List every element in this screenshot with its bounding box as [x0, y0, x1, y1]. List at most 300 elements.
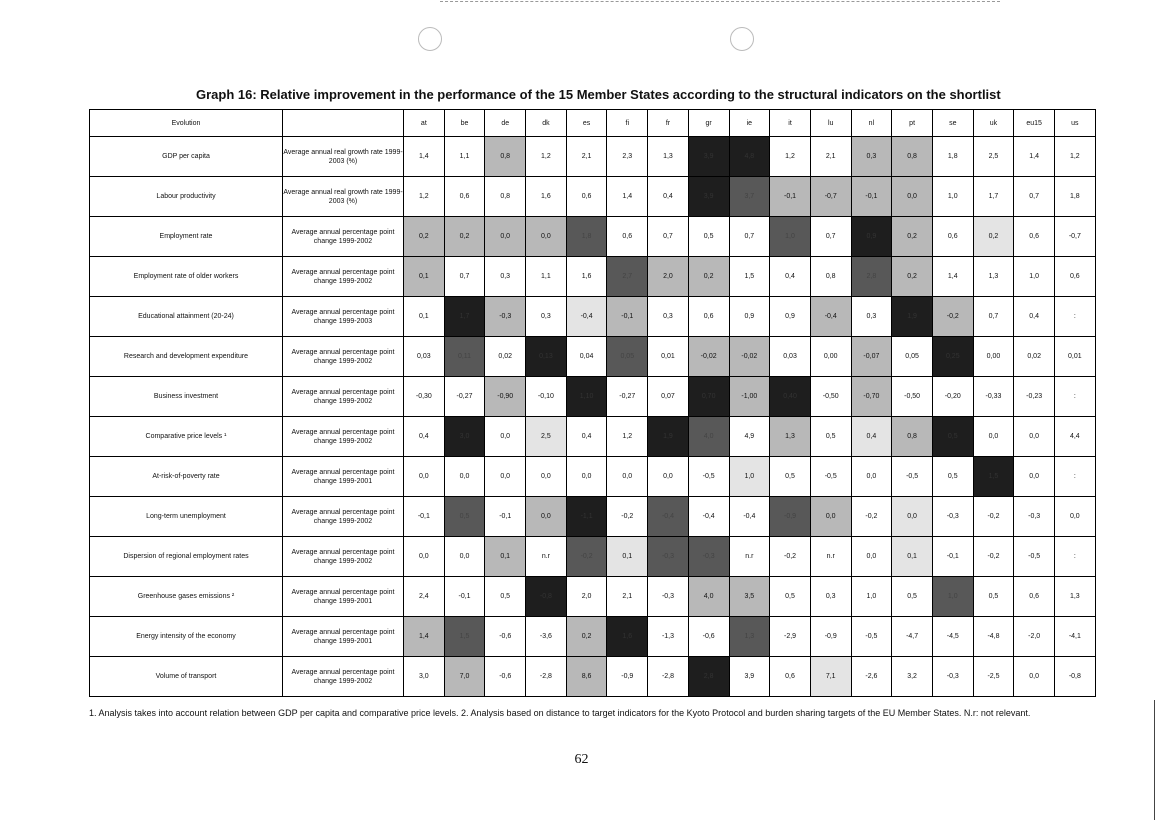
value-cell: -4,7	[892, 617, 933, 657]
value-cell: 2,8	[688, 657, 729, 697]
value-cell: 0,2	[404, 217, 445, 257]
value-cell: 0,8	[892, 137, 933, 177]
value-cell: -0,27	[607, 377, 648, 417]
value-cell: 0,7	[729, 217, 770, 257]
value-cell: 3,2	[892, 657, 933, 697]
value-cell: 0,0	[1014, 457, 1055, 497]
value-cell: -0,3	[688, 537, 729, 577]
value-cell: :	[1055, 537, 1096, 577]
value-cell: 1,9	[648, 417, 689, 457]
value-cell: 1,6	[566, 257, 607, 297]
header-country: ie	[729, 110, 770, 137]
value-cell: 0,0	[1014, 417, 1055, 457]
value-cell: 0,6	[607, 217, 648, 257]
measure-description: Average annual percentage point change 1999-2003	[283, 297, 404, 337]
value-cell: 0,05	[892, 337, 933, 377]
value-cell: 1,4	[404, 137, 445, 177]
value-cell: 1,0	[729, 457, 770, 497]
value-cell: 0,00	[810, 337, 851, 377]
value-cell: 0,40	[770, 377, 811, 417]
value-cell: 0,0	[892, 497, 933, 537]
value-cell: 0,3	[485, 257, 526, 297]
value-cell: 3,9	[688, 137, 729, 177]
value-cell: 1,8	[932, 137, 973, 177]
punch-hole-left	[418, 27, 442, 51]
value-cell: 3,0	[404, 657, 445, 697]
value-cell: -0,1	[485, 497, 526, 537]
value-cell: -4,1	[1055, 617, 1096, 657]
value-cell: 2,3	[607, 137, 648, 177]
value-cell: 0,1	[607, 537, 648, 577]
value-cell: 0,3	[851, 297, 892, 337]
table-row	[90, 337, 1096, 377]
value-cell: 0,5	[932, 417, 973, 457]
value-cell: 0,5	[770, 577, 811, 617]
header-measure	[283, 110, 404, 137]
value-cell: 4,4	[1055, 417, 1096, 457]
value-cell: -4,5	[932, 617, 973, 657]
value-cell: 0,5	[444, 497, 485, 537]
value-cell: 0,02	[1014, 337, 1055, 377]
value-cell: 1,3	[729, 617, 770, 657]
measure-description: Average annual percentage point change 1999-2002	[283, 377, 404, 417]
value-cell: 0,0	[526, 457, 567, 497]
value-cell: -0,27	[444, 377, 485, 417]
value-cell: n.r	[729, 537, 770, 577]
value-cell: -0,1	[770, 177, 811, 217]
value-cell: 1,4	[1014, 137, 1055, 177]
page-number: 62	[574, 752, 589, 767]
table-header-row	[90, 110, 1096, 137]
table-row	[90, 657, 1096, 697]
value-cell: -0,1	[404, 497, 445, 537]
header-country: fr	[648, 110, 689, 137]
value-cell: :	[1055, 297, 1096, 337]
table-row	[90, 537, 1096, 577]
indicator-name: GDP per capita	[90, 137, 283, 177]
measure-description: Average annual percentage point change 1999-2002	[283, 497, 404, 537]
header-country: us	[1055, 110, 1096, 137]
value-cell: 0,0	[851, 537, 892, 577]
measure-description: Average annual percentage point change 1999-2001	[283, 617, 404, 657]
value-cell: 4,0	[688, 417, 729, 457]
value-cell: :	[1055, 377, 1096, 417]
value-cell: 0,0	[485, 457, 526, 497]
value-cell: 1,8	[1055, 177, 1096, 217]
value-cell: 0,0	[444, 537, 485, 577]
value-cell: 1,5	[729, 257, 770, 297]
value-cell: -0,4	[688, 497, 729, 537]
indicator-name: At-risk-of-poverty rate	[90, 457, 283, 497]
value-cell: -0,02	[729, 337, 770, 377]
value-cell: 1,0	[851, 577, 892, 617]
value-cell: 1,3	[1055, 577, 1096, 617]
value-cell: -0,2	[932, 297, 973, 337]
table-row	[90, 577, 1096, 617]
value-cell: 0,9	[851, 217, 892, 257]
value-cell: 1,1	[444, 137, 485, 177]
value-cell: 3,9	[688, 177, 729, 217]
value-cell: 0,02	[485, 337, 526, 377]
value-cell: -1,00	[729, 377, 770, 417]
footnote: 1. Analysis takes into account relation between GDP per capita and comparative price levels. 2. Analysis based on distance to target indicators for the Kyoto Protocol and burden sharing targets of the EU Member States. N.r: not relevant.	[89, 708, 1031, 718]
value-cell: 0,7	[810, 217, 851, 257]
table-row	[90, 377, 1096, 417]
value-cell: 0,6	[932, 217, 973, 257]
value-cell: -2,8	[526, 657, 567, 697]
value-cell: 0,2	[892, 257, 933, 297]
header-country: nl	[851, 110, 892, 137]
value-cell: -0,3	[932, 497, 973, 537]
value-cell: 0,70	[688, 377, 729, 417]
value-cell: 4,8	[729, 137, 770, 177]
value-cell: 0,4	[1014, 297, 1055, 337]
value-cell: 0,07	[648, 377, 689, 417]
value-cell: 2,0	[566, 577, 607, 617]
value-cell: 1,7	[444, 297, 485, 337]
value-cell: 0,0	[810, 497, 851, 537]
value-cell: 7,1	[810, 657, 851, 697]
value-cell: 3,7	[729, 177, 770, 217]
table-body	[90, 137, 1096, 697]
value-cell: 0,6	[566, 177, 607, 217]
indicator-name: Volume of transport	[90, 657, 283, 697]
value-cell: 0,5	[973, 577, 1014, 617]
value-cell: 1,3	[770, 417, 811, 457]
value-cell: 2,5	[973, 137, 1014, 177]
value-cell: -0,5	[1014, 537, 1055, 577]
measure-description: Average annual percentage point change 1999-2001	[283, 577, 404, 617]
value-cell: 0,5	[688, 217, 729, 257]
value-cell: 2,8	[851, 257, 892, 297]
value-cell: 0,01	[1055, 337, 1096, 377]
measure-description: Average annual percentage point change 1999-2002	[283, 417, 404, 457]
value-cell: 1,2	[770, 137, 811, 177]
value-cell: 3,0	[444, 417, 485, 457]
page-title: Graph 16: Relative improvement in the performance of the 15 Member States according to the structural indicators on the shortlist	[196, 87, 1001, 102]
value-cell: 0,5	[932, 457, 973, 497]
value-cell: 2,5	[526, 417, 567, 457]
value-cell: -0,1	[932, 537, 973, 577]
value-cell: -0,23	[1014, 377, 1055, 417]
value-cell: 0,4	[404, 417, 445, 457]
value-cell: 0,11	[444, 337, 485, 377]
measure-description: Average annual real growth rate 1999-2003 (%)	[283, 177, 404, 217]
value-cell: -0,7	[810, 177, 851, 217]
value-cell: 4,9	[729, 417, 770, 457]
value-cell: -0,8	[526, 577, 567, 617]
indicator-name: Employment rate	[90, 217, 283, 257]
indicator-name: Dispersion of regional employment rates	[90, 537, 283, 577]
value-cell: 3,9	[729, 657, 770, 697]
value-cell: 0,7	[648, 217, 689, 257]
value-cell: -0,20	[932, 377, 973, 417]
value-cell: 0,6	[444, 177, 485, 217]
scan-edge-right	[1154, 700, 1155, 820]
value-cell: 0,13	[526, 337, 567, 377]
value-cell: n.r	[526, 537, 567, 577]
value-cell: -1,3	[648, 617, 689, 657]
header-country: it	[770, 110, 811, 137]
value-cell: 1,7	[973, 177, 1014, 217]
value-cell: 1,1	[526, 257, 567, 297]
value-cell: 1,10	[566, 377, 607, 417]
value-cell: 1,2	[607, 417, 648, 457]
value-cell: 0,7	[1014, 177, 1055, 217]
value-cell: 1,0	[1014, 257, 1055, 297]
header-country: pt	[892, 110, 933, 137]
value-cell: -0,2	[973, 497, 1014, 537]
measure-description: Average annual percentage point change 1999-2002	[283, 657, 404, 697]
value-cell: 0,0	[485, 417, 526, 457]
table-row	[90, 497, 1096, 537]
value-cell: 0,8	[892, 417, 933, 457]
value-cell: 0,8	[810, 257, 851, 297]
value-cell: 0,04	[566, 337, 607, 377]
value-cell: 0,6	[770, 657, 811, 697]
value-cell: -0,1	[607, 297, 648, 337]
table-row	[90, 297, 1096, 337]
header-country: lu	[810, 110, 851, 137]
value-cell: 0,6	[1014, 217, 1055, 257]
value-cell: -0,2	[566, 537, 607, 577]
value-cell: -0,5	[688, 457, 729, 497]
value-cell: 1,5	[444, 617, 485, 657]
value-cell: 2,1	[566, 137, 607, 177]
value-cell: 2,4	[404, 577, 445, 617]
value-cell: 3,5	[729, 577, 770, 617]
value-cell: 0,0	[404, 457, 445, 497]
header-country: eu15	[1014, 110, 1055, 137]
value-cell: 1,4	[932, 257, 973, 297]
value-cell: -0,5	[851, 617, 892, 657]
value-cell: :	[1055, 457, 1096, 497]
value-cell: 0,1	[404, 297, 445, 337]
value-cell: -0,3	[485, 297, 526, 337]
table-row	[90, 417, 1096, 457]
value-cell: 0,03	[404, 337, 445, 377]
value-cell: -2,0	[1014, 617, 1055, 657]
value-cell: -2,8	[648, 657, 689, 697]
value-cell: 0,6	[688, 297, 729, 337]
value-cell: -0,1	[851, 177, 892, 217]
value-cell: -0,70	[851, 377, 892, 417]
table-row	[90, 257, 1096, 297]
value-cell: 0,2	[973, 217, 1014, 257]
value-cell: 0,9	[729, 297, 770, 337]
value-cell: 0,3	[526, 297, 567, 337]
header-country: se	[932, 110, 973, 137]
value-cell: -0,90	[485, 377, 526, 417]
value-cell: 0,5	[892, 577, 933, 617]
value-cell: 0,0	[526, 217, 567, 257]
indicator-name: Business investment	[90, 377, 283, 417]
value-cell: -0,9	[607, 657, 648, 697]
value-cell: 0,01	[648, 337, 689, 377]
value-cell: -0,2	[770, 537, 811, 577]
value-cell: 1,6	[607, 617, 648, 657]
value-cell: 0,2	[566, 617, 607, 657]
header-evolution: Evolution	[90, 110, 283, 137]
value-cell: -0,3	[648, 537, 689, 577]
value-cell: 0,7	[973, 297, 1014, 337]
value-cell: 0,0	[485, 217, 526, 257]
measure-description: Average annual percentage point change 1999-2002	[283, 217, 404, 257]
value-cell: 0,3	[648, 297, 689, 337]
value-cell: 0,0	[526, 497, 567, 537]
value-cell: 0,8	[485, 177, 526, 217]
value-cell: -0,9	[810, 617, 851, 657]
value-cell: 1,0	[932, 177, 973, 217]
value-cell: -0,6	[688, 617, 729, 657]
value-cell: -0,8	[1055, 657, 1096, 697]
value-cell: 1,0	[770, 217, 811, 257]
value-cell: -2,6	[851, 657, 892, 697]
value-cell: 0,9	[770, 297, 811, 337]
indicator-name: Energy intensity of the economy	[90, 617, 283, 657]
value-cell: 0,8	[485, 137, 526, 177]
measure-description: Average annual real growth rate 1999-2003 (%)	[283, 137, 404, 177]
header-country: at	[404, 110, 445, 137]
value-cell: -0,30	[404, 377, 445, 417]
value-cell: -0,3	[932, 657, 973, 697]
value-cell: 0,0	[1014, 657, 1055, 697]
value-cell: 1,4	[404, 617, 445, 657]
value-cell: 1,4	[607, 177, 648, 217]
measure-description: Average annual percentage point change 1999-2002	[283, 257, 404, 297]
header-country: be	[444, 110, 485, 137]
value-cell: 0,1	[892, 537, 933, 577]
indicator-table	[89, 109, 1096, 697]
indicator-name: Employment rate of older workers	[90, 257, 283, 297]
value-cell: -0,4	[566, 297, 607, 337]
header-country: es	[566, 110, 607, 137]
value-cell: 1,8	[566, 217, 607, 257]
value-cell: 0,00	[973, 337, 1014, 377]
value-cell: 0,4	[648, 177, 689, 217]
value-cell: 0,6	[1055, 257, 1096, 297]
value-cell: -0,3	[1014, 497, 1055, 537]
value-cell: -0,33	[973, 377, 1014, 417]
value-cell: -3,6	[526, 617, 567, 657]
value-cell: 0,4	[566, 417, 607, 457]
indicator-name: Comparative price levels ¹	[90, 417, 283, 457]
header-country: gr	[688, 110, 729, 137]
indicator-name: Educational attainment (20-24)	[90, 297, 283, 337]
value-cell: 1,9	[892, 297, 933, 337]
value-cell: 0,0	[404, 537, 445, 577]
value-cell: 0,25	[932, 337, 973, 377]
value-cell: 0,5	[485, 577, 526, 617]
value-cell: -0,1	[444, 577, 485, 617]
value-cell: 0,4	[770, 257, 811, 297]
value-cell: 2,1	[607, 577, 648, 617]
value-cell: -2,9	[770, 617, 811, 657]
value-cell: -0,4	[648, 497, 689, 537]
value-cell: -0,7	[1055, 217, 1096, 257]
value-cell: 1,3	[973, 257, 1014, 297]
value-cell: 0,2	[444, 217, 485, 257]
value-cell: 2,0	[648, 257, 689, 297]
value-cell: -0,5	[892, 457, 933, 497]
value-cell: 1,3	[648, 137, 689, 177]
value-cell: 0,0	[851, 457, 892, 497]
value-cell: 8,6	[566, 657, 607, 697]
table-row	[90, 457, 1096, 497]
value-cell: 0,0	[444, 457, 485, 497]
value-cell: 0,0	[1055, 497, 1096, 537]
value-cell: -0,6	[485, 617, 526, 657]
value-cell: 0,1	[485, 537, 526, 577]
value-cell: 0,0	[648, 457, 689, 497]
value-cell: 0,2	[892, 217, 933, 257]
value-cell: 1,2	[526, 137, 567, 177]
value-cell: n.r	[810, 537, 851, 577]
value-cell: -0,3	[648, 577, 689, 617]
value-cell: -2,5	[973, 657, 1014, 697]
value-cell: -0,6	[485, 657, 526, 697]
value-cell: 0,0	[973, 417, 1014, 457]
table-row	[90, 177, 1096, 217]
measure-description: Average annual percentage point change 1999-2002	[283, 337, 404, 377]
value-cell: -0,4	[810, 297, 851, 337]
value-cell: 0,0	[566, 457, 607, 497]
value-cell: 0,5	[770, 457, 811, 497]
scan-edge-line	[440, 1, 1000, 2]
value-cell: 0,3	[851, 137, 892, 177]
value-cell: 4,0	[688, 577, 729, 617]
value-cell: -0,10	[526, 377, 567, 417]
value-cell: 0,2	[688, 257, 729, 297]
value-cell: 1,2	[1055, 137, 1096, 177]
value-cell: 0,7	[444, 257, 485, 297]
value-cell: 0,03	[770, 337, 811, 377]
value-cell: 1,5	[973, 457, 1014, 497]
table-row	[90, 137, 1096, 177]
value-cell: -4,8	[973, 617, 1014, 657]
indicator-name: Long-term unemployment	[90, 497, 283, 537]
value-cell: 0,3	[810, 577, 851, 617]
value-cell: -0,2	[851, 497, 892, 537]
table-row	[90, 217, 1096, 257]
value-cell: 1,2	[404, 177, 445, 217]
measure-description: Average annual percentage point change 1999-2002	[283, 537, 404, 577]
table-row	[90, 617, 1096, 657]
value-cell: -0,50	[810, 377, 851, 417]
value-cell: -0,07	[851, 337, 892, 377]
header-country: fi	[607, 110, 648, 137]
value-cell: 0,5	[810, 417, 851, 457]
indicator-name: Research and development expenditure	[90, 337, 283, 377]
header-country: de	[485, 110, 526, 137]
value-cell: 0,4	[851, 417, 892, 457]
value-cell: -1,1	[566, 497, 607, 537]
value-cell: 0,0	[892, 177, 933, 217]
value-cell: 0,1	[404, 257, 445, 297]
value-cell: -0,5	[810, 457, 851, 497]
value-cell: 7,0	[444, 657, 485, 697]
header-country: uk	[973, 110, 1014, 137]
value-cell: -0,50	[892, 377, 933, 417]
value-cell: -0,2	[607, 497, 648, 537]
value-cell: 0,0	[607, 457, 648, 497]
punch-hole-right	[730, 27, 754, 51]
indicator-name: Labour productivity	[90, 177, 283, 217]
value-cell: -0,02	[688, 337, 729, 377]
value-cell: -0,2	[973, 537, 1014, 577]
indicator-name: Greenhouse gases emissions ²	[90, 577, 283, 617]
value-cell: 1,6	[526, 177, 567, 217]
